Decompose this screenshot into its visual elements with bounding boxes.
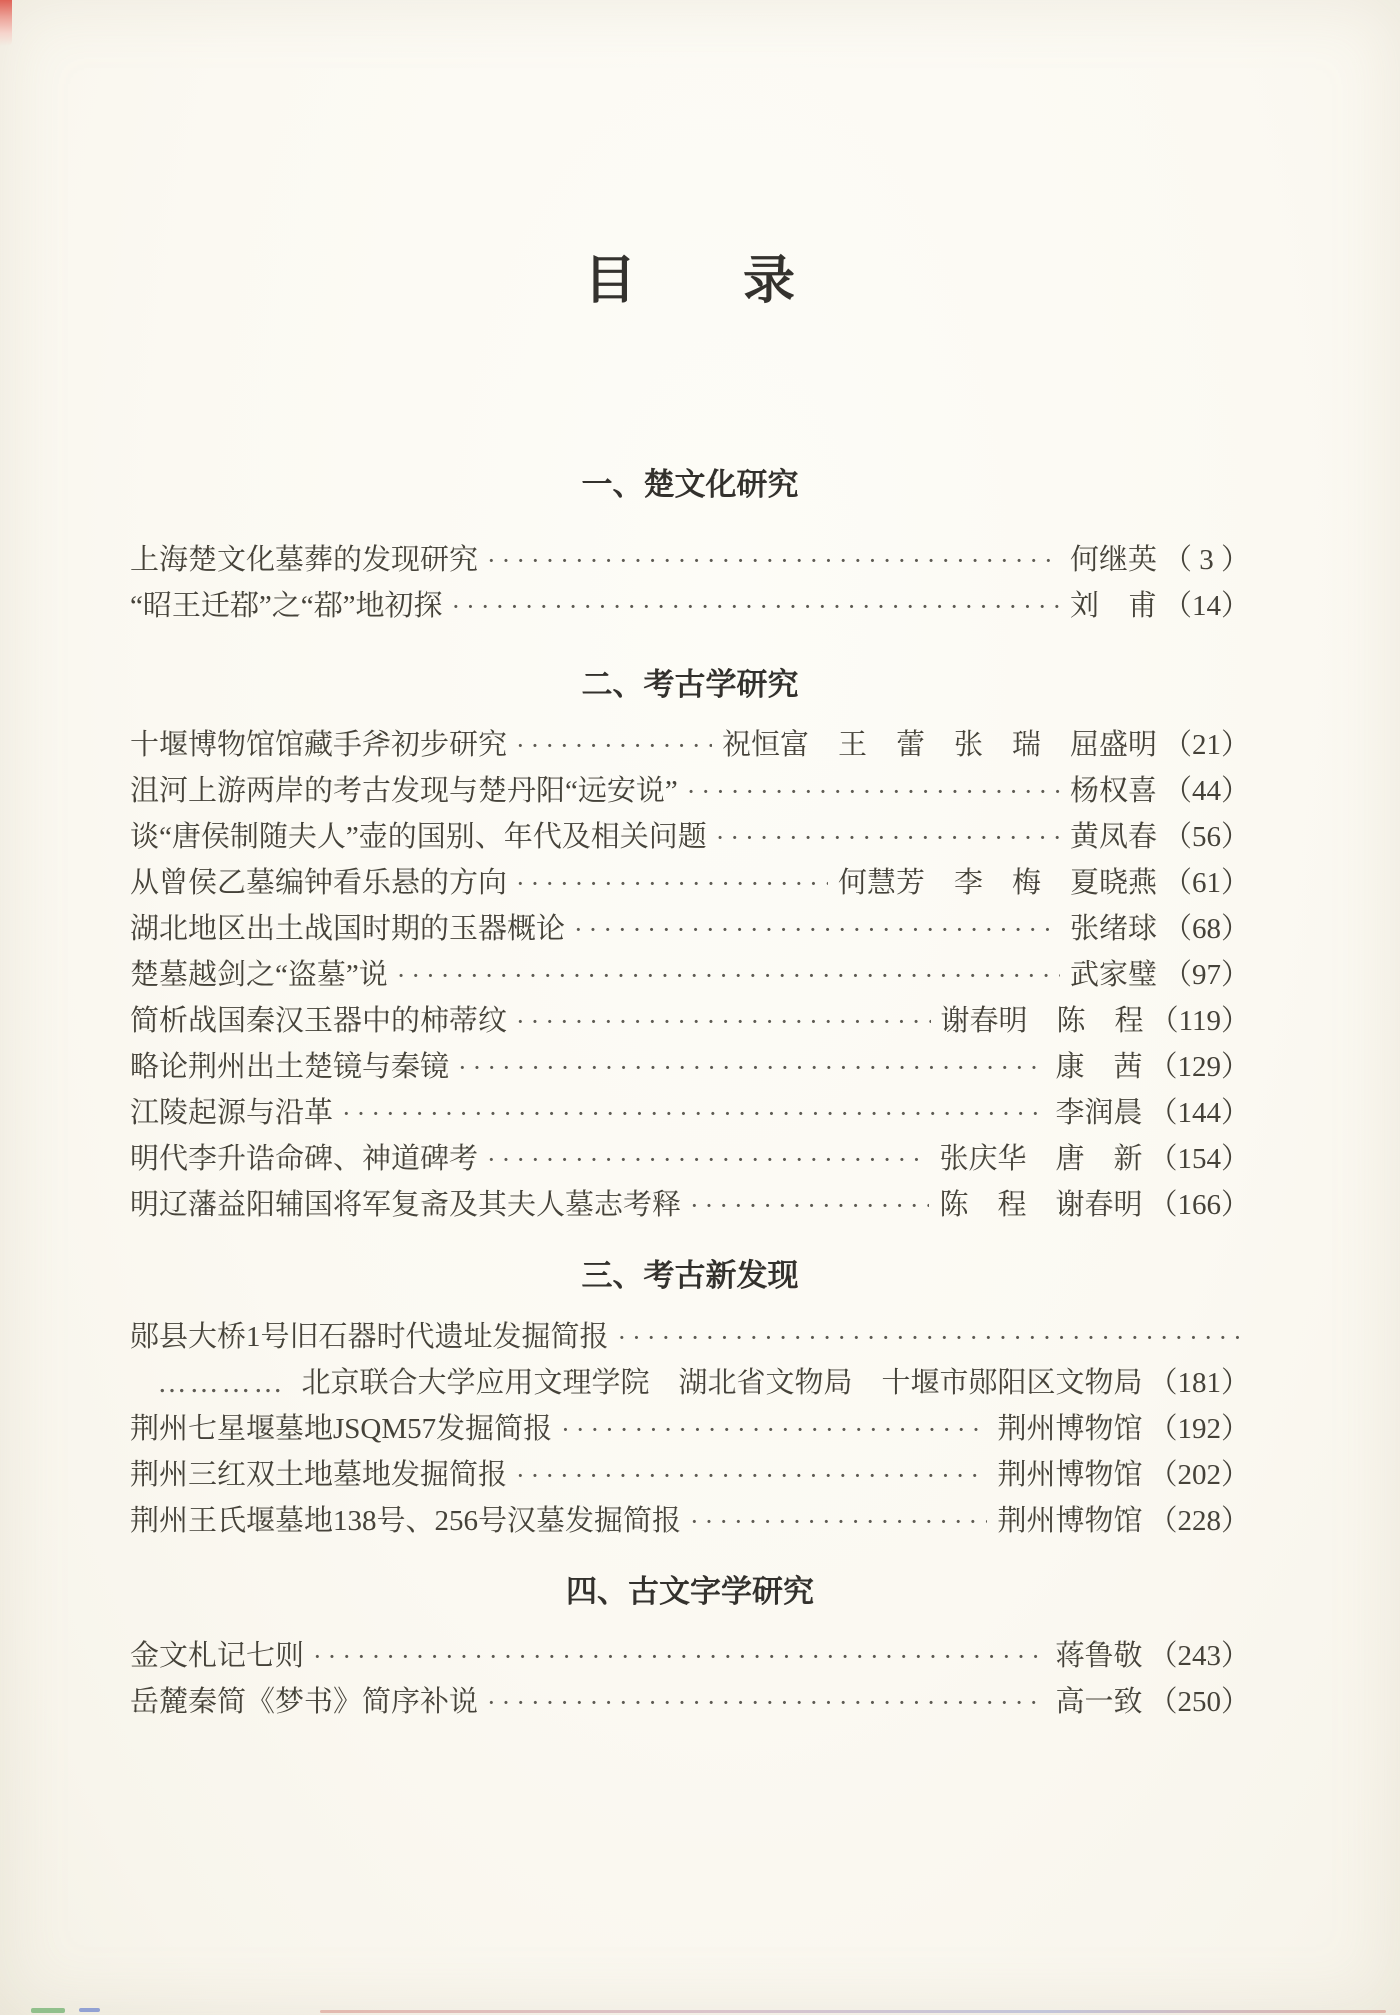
entry-title: 简析战国秦汉玉器中的柿蒂纹	[130, 1005, 508, 1037]
entry-authors: 张庆华 唐 新	[939, 1143, 1143, 1175]
scan-artifact-bottom-green	[31, 2008, 65, 2013]
toc-title: 目 录	[583, 253, 796, 310]
dot-leader	[458, 1045, 1045, 1091]
dot-leader	[618, 1315, 1240, 1361]
entry-title: 谈“唐侯制随夫人”壶的国别、年代及相关问题	[130, 821, 707, 853]
entry-page-number: （56）	[1162, 821, 1250, 853]
toc-entry-continuation	[130, 1360, 1250, 1406]
section-heading: 二、考古学研究	[581, 667, 799, 702]
entry-page-number: （ 3 ）	[1162, 544, 1250, 576]
entry-title: 从曾侯乙墓编钟看乐悬的方向	[130, 867, 508, 899]
dot-leader	[397, 953, 1060, 999]
entry-authors: 何继英	[1069, 544, 1157, 576]
toc-section	[130, 1258, 1250, 1544]
toc-entry	[130, 1452, 1250, 1498]
toc-content	[130, 0, 1250, 1725]
scan-artifact-bottom-blue	[79, 2008, 100, 2012]
toc-entry	[130, 1679, 1250, 1725]
dot-leader	[516, 723, 712, 769]
entry-page-number: （144）	[1148, 1097, 1250, 1129]
toc-entry	[130, 1044, 1250, 1090]
toc-entry	[130, 1314, 1250, 1360]
entry-authors: 黄凤春	[1069, 821, 1157, 853]
entry-title: 金文札记七则	[130, 1640, 305, 1672]
entry-page-number: （202）	[1148, 1459, 1250, 1491]
entry-authors: 陈 程 谢春明	[939, 1189, 1143, 1221]
section-heading: 四、古文字学研究	[566, 1574, 814, 1609]
entry-page-number: （14）	[1162, 590, 1250, 622]
entry-authors: 荆州博物馆	[997, 1459, 1143, 1491]
toc-entry	[130, 1498, 1250, 1544]
entry-title: 湖北地区出土战国时期的玉器概论	[130, 913, 566, 945]
entry-title: 荆州七星堰墓地JSQM57发掘简报	[130, 1413, 553, 1445]
dot-leader	[516, 999, 931, 1045]
dot-leader	[452, 584, 1060, 630]
entry-page-number: （181）	[1148, 1367, 1250, 1399]
entry-authors: 刘 甫	[1069, 590, 1157, 622]
entry-title: 明代李升诰命碑、神道碑考	[130, 1143, 479, 1175]
dot-leader-short: …………	[157, 1367, 286, 1399]
entry-authors: 杨权喜	[1069, 775, 1157, 807]
dot-leader	[342, 1091, 1045, 1137]
entry-page-number: （119）	[1149, 1005, 1250, 1037]
entry-title: 岳麓秦简《梦书》简序补说	[130, 1686, 479, 1718]
dot-leader	[690, 1499, 987, 1545]
toc-section	[130, 1574, 1250, 1725]
dot-leader	[716, 815, 1060, 861]
dot-leader	[487, 1680, 1045, 1726]
entry-title: 楚墓越剑之“盗墓”说	[130, 959, 388, 991]
entry-authors: 高一致	[1055, 1686, 1143, 1718]
entry-page-number: （68）	[1162, 913, 1250, 945]
dot-leader	[516, 1453, 987, 1499]
entry-authors: 荆州博物馆	[997, 1413, 1143, 1445]
entry-authors: 何慧芳 李 梅 夏晓燕	[837, 867, 1157, 899]
dot-leader	[687, 769, 1060, 815]
entry-authors: 李润晨	[1055, 1097, 1143, 1129]
dot-leader	[487, 538, 1060, 584]
entry-authors: 北京联合大学应用文理学院 湖北省文物局 十堰市郧阳区文物局	[301, 1367, 1143, 1399]
entry-title: 十堰博物馆馆藏手斧初步研究	[130, 729, 508, 761]
entry-title: 郧县大桥1号旧石器时代遗址发掘简报	[130, 1321, 609, 1353]
entry-authors: 康 茜	[1055, 1051, 1143, 1083]
toc-entry	[130, 1406, 1250, 1452]
entry-authors: 荆州博物馆	[997, 1505, 1143, 1537]
entry-page-number: （21）	[1162, 729, 1250, 761]
toc-entry	[130, 814, 1250, 860]
entry-page-number: （154）	[1148, 1143, 1250, 1175]
toc-entry	[130, 1182, 1250, 1228]
entry-page-number: （243）	[1148, 1640, 1250, 1672]
entry-authors: 张绪球	[1069, 913, 1157, 945]
entry-authors: 谢春明 陈 程	[940, 1005, 1144, 1037]
dot-leader	[487, 1137, 929, 1183]
toc-entry	[130, 722, 1250, 768]
dot-leader	[516, 861, 828, 907]
toc-entry	[130, 998, 1250, 1044]
toc-entry	[130, 1090, 1250, 1136]
dot-leader	[574, 907, 1060, 953]
entry-page-number: （250）	[1148, 1686, 1250, 1718]
entry-title: 上海楚文化墓葬的发现研究	[130, 544, 479, 576]
entry-title: 沮河上游两岸的考古发现与楚丹阳“远安说”	[130, 775, 678, 807]
entry-page-number: （44）	[1162, 775, 1250, 807]
entry-title: 明辽藩益阳辅国将军复斋及其夫人墓志考释	[130, 1189, 682, 1221]
toc-entry	[130, 1136, 1250, 1182]
entry-page-number: （192）	[1148, 1413, 1250, 1445]
entry-authors: 祝恒富 王 蕾 张 瑞 屈盛明	[721, 729, 1157, 761]
entry-authors: 蒋鲁敬	[1055, 1640, 1143, 1672]
entry-title: 荆州三红双土地墓地发掘简报	[130, 1459, 508, 1491]
entry-authors: 武家璧	[1069, 959, 1157, 991]
dot-leader	[313, 1634, 1045, 1680]
toc-entry	[130, 768, 1250, 814]
toc-entry	[130, 537, 1250, 583]
toc-entry	[130, 860, 1250, 906]
scan-artifact-bottom-line	[320, 2010, 1386, 2013]
entry-title: 江陵起源与沿革	[130, 1097, 334, 1129]
section-heading: 一、楚文化研究	[581, 467, 799, 502]
entry-title: 荆州王氏堰墓地138号、256号汉墓发掘简报	[130, 1505, 682, 1537]
entry-page-number: （129）	[1148, 1051, 1250, 1083]
toc-entry	[130, 583, 1250, 629]
entry-page-number: （61）	[1162, 867, 1250, 899]
entry-title: 略论荆州出土楚镜与秦镜	[130, 1051, 450, 1083]
scan-artifact-top-left-pink	[0, 0, 12, 46]
entry-page-number: （166）	[1148, 1189, 1250, 1221]
toc-entry	[130, 1633, 1250, 1679]
toc-section	[130, 467, 1250, 629]
toc-sections	[130, 467, 1250, 1725]
entry-page-number: （228）	[1148, 1505, 1250, 1537]
toc-entry	[130, 952, 1250, 998]
section-heading: 三、考古新发现	[581, 1258, 799, 1293]
toc-entry	[130, 906, 1250, 952]
dot-leader	[690, 1183, 929, 1229]
toc-section	[130, 667, 1250, 1228]
dot-leader	[561, 1407, 987, 1453]
entry-page-number: （97）	[1162, 959, 1250, 991]
entry-title: “昭王迁鄀”之“鄀”地初探	[130, 590, 443, 622]
